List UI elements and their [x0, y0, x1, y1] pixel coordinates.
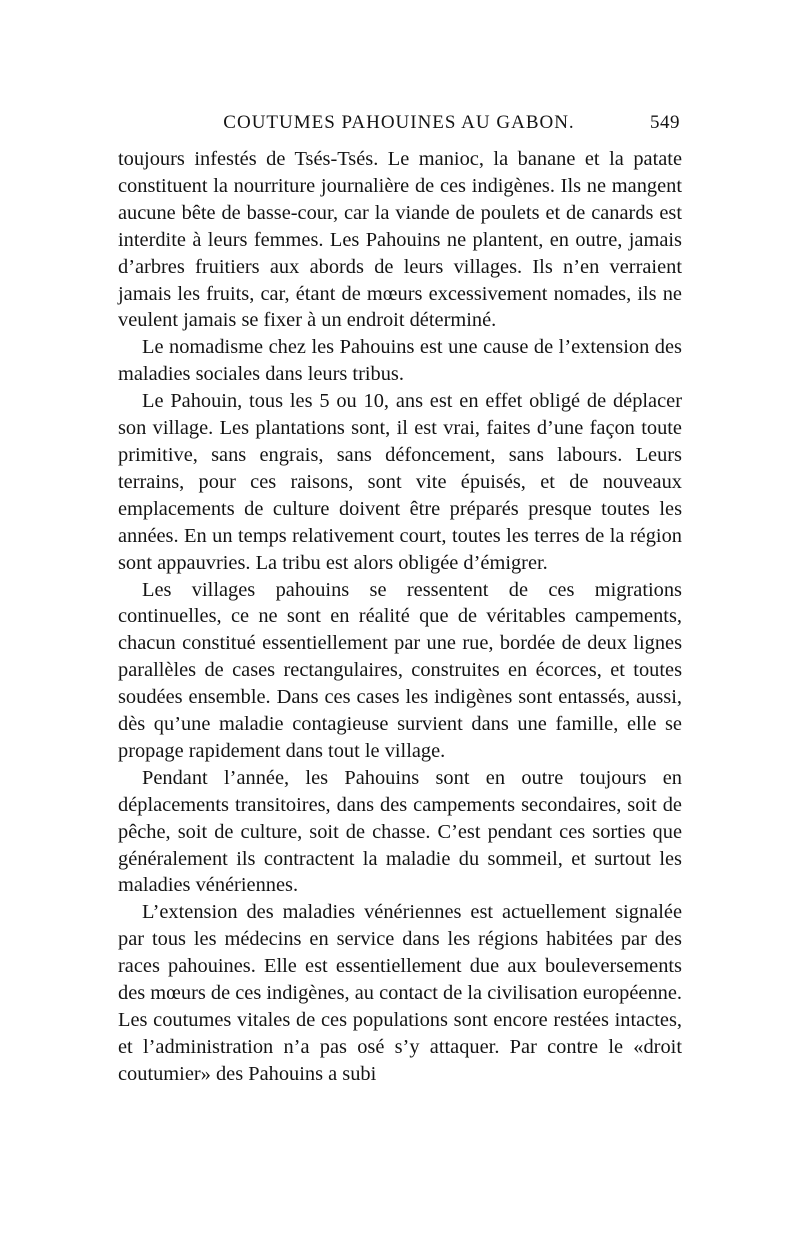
running-title: COUTUMES PAHOUINES AU GABON. — [223, 112, 575, 133]
paragraph: Le Pahouin, tous les 5 ou 10, ans est en effet obligé de déplacer son village. Les plantations sont, il est vrai, faites d’une façon toute primitive, sans engrais, sans défoncement, sans labours. Leurs terrains, pour ces raisons, sont vite épuisés, et de nouveaux emplacements de culture doivent être préparés presque toutes les années. En un temps relativement court, toutes les terres de la région sont appauvries. La tribu est alors obligée d’émigrer. — [118, 390, 682, 574]
paragraph-continued: toujours infestés de Tsés-Tsés. Le manioc, la banane et la patate constituent la nourriture journalière de ces indigènes. Ils ne mangent aucune bête de basse-cour, car la viande de poulets et de canards est interdite à leurs femmes. Les Pahouins ne plantent, en outre, jamais d’arbres fruitiers aux abords de leurs villages. Ils n’en verraient jamais les fruits, car, étant de mœurs excessivement nomades, ils ne veulent jamais se fixer à un endroit déterminé. — [118, 148, 682, 332]
body-text — [118, 146, 682, 1088]
paragraph: Pendant l’année, les Pahouins sont en outre toujours en déplacements transitoires, dans des campements secondaires, soit de pêche, soit de culture, soit de chasse. C’est pendant ces sorties que généralement ils contractent la maladie du sommeil, et surtout les maladies vénériennes. — [118, 766, 682, 897]
page-number: 549 — [650, 112, 680, 133]
paragraph: Le nomadisme chez les Pahouins est une cause de l’extension des maladies sociales dans leurs tribus. — [118, 336, 682, 386]
paragraph: L’extension des maladies vénériennes est actuellement signalée par tous les médecins en service dans les régions habitées par des races pahouines. Elle est essentiellement due aux bouleversements des mœurs de ces indigènes, au contact de la civilisation européenne. Les coutumes vitales de ces populations sont encore restées intactes, et l’administration n’a pas osé s’y attaquer. Par contre le «droit coutumier» des Pahouins a subi — [118, 901, 682, 1085]
running-head — [118, 112, 680, 140]
paragraph: Les villages pahouins se ressentent de ces migrations continuelles, ce ne sont en réalité que de véritables campements, chacun constitué essentiellement par une rue, bordée de deux lignes parallèles de cases rectangulaires, construites en écorces, et toutes soudées ensemble. Dans ces cases les indigènes sont entassés, aussi, dès qu’une maladie contagieuse survient dans une famille, elle se propage rapidement dans tout le village. — [118, 578, 682, 762]
